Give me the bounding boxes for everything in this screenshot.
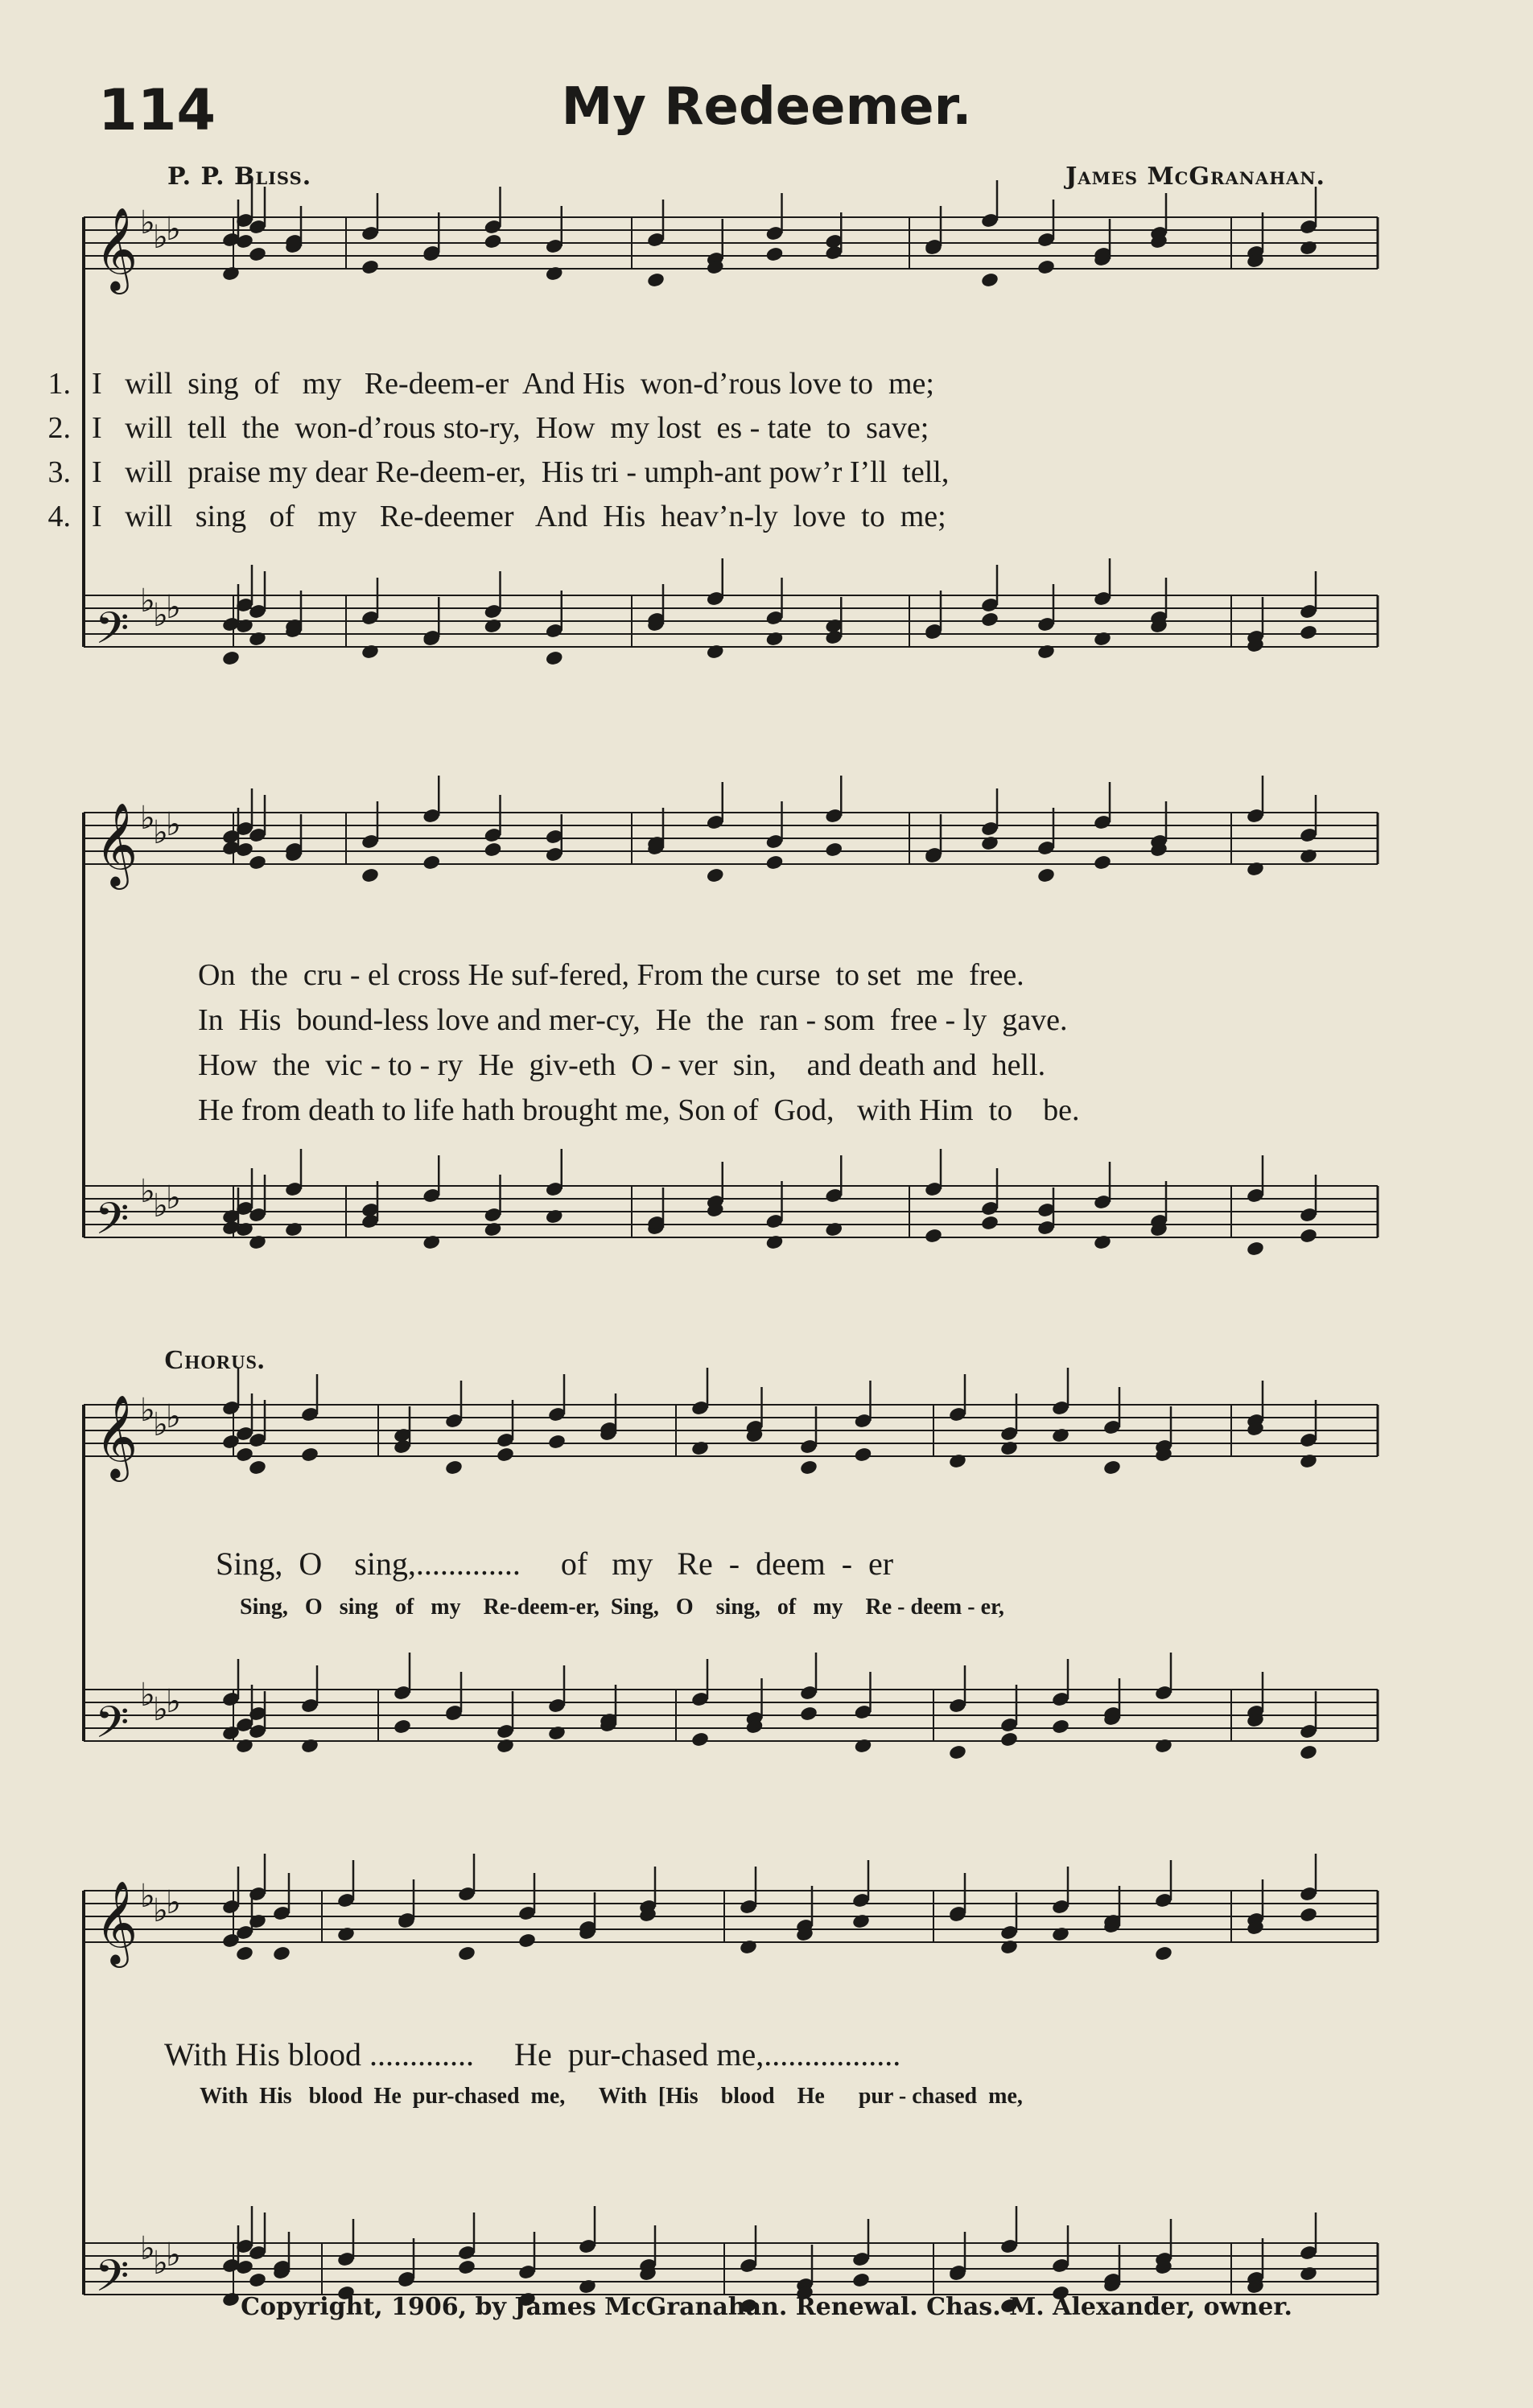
- note-head: [422, 1234, 441, 1251]
- verse-2-line-1: 2. I will tell the won-d’rous sto-ry, How my lost es - tate to save;: [47, 411, 929, 445]
- note-head: [235, 1447, 254, 1463]
- note-head: [545, 265, 564, 282]
- note-head: [547, 1725, 567, 1742]
- note-head: [854, 1738, 873, 1755]
- note-head: [248, 631, 267, 648]
- note-head: [235, 1738, 254, 1755]
- flat-icon: ♭: [140, 1392, 155, 1429]
- note-head: [496, 1738, 515, 1755]
- note-head: [300, 1738, 319, 1755]
- hymn-number: 114: [98, 77, 216, 143]
- note-head: [1154, 1738, 1173, 1755]
- treble-clef-icon: 𝄞: [95, 1880, 138, 1965]
- note-head: [980, 611, 999, 628]
- flat-icon: ♭: [153, 219, 168, 256]
- note-head: [457, 1945, 476, 1962]
- verse-1-line-1: 1. I will sing of my Re-deem-er And His won-d’rous love to me;: [47, 367, 934, 401]
- note-head: [765, 854, 785, 871]
- note-head: [765, 1234, 785, 1251]
- note-head: [851, 1913, 871, 1930]
- chorus-label: Chorus.: [164, 1345, 266, 1375]
- chorus-line-1-echo: Sing, O sing of my Re-deem-er, Sing, O sing, of my Re - deem - er,: [240, 1595, 1004, 1620]
- note-head: [690, 1440, 710, 1457]
- flat-icon: ♭: [140, 1173, 155, 1210]
- note-head: [484, 842, 503, 858]
- chorus-line-2-echo: With His blood He pur-chased me, With [His blood He pur - chased me,: [200, 2084, 1023, 2109]
- note-head: [646, 272, 666, 289]
- note-head: [1051, 1926, 1070, 1943]
- note-head: [854, 1447, 873, 1463]
- note-head: [924, 1228, 943, 1245]
- note-head: [1036, 644, 1056, 661]
- note-head: [1299, 1453, 1318, 1470]
- note-head: [948, 1453, 967, 1470]
- chorus-line-1-main: Sing, O sing,............. of my Re - deem - er: [216, 1546, 894, 1582]
- treble-clef-icon: 𝄞: [95, 1394, 138, 1479]
- copyright-notice: Copyright, 1906, by James McGranahan. Renewal. Chas. M. Alexander, owner.: [241, 2293, 1292, 2321]
- note-head: [248, 1913, 267, 1930]
- flat-icon: ♭: [140, 1677, 155, 1714]
- note-head: [980, 835, 999, 852]
- flat-icon: ♭: [166, 2237, 181, 2274]
- note-head: [484, 618, 503, 635]
- flat-icon: ♭: [166, 806, 181, 843]
- flat-icon: ♭: [166, 211, 181, 248]
- flat-icon: ♭: [153, 597, 168, 634]
- flat-icon: ♭: [153, 814, 168, 851]
- flat-icon: ♭: [166, 589, 181, 626]
- note-head: [272, 1945, 291, 1962]
- flat-icon: ♭: [140, 2230, 155, 2267]
- note-head: [300, 1447, 319, 1463]
- note-head: [248, 1234, 267, 1251]
- note-head: [799, 1459, 818, 1476]
- note-head: [517, 1933, 537, 1949]
- note-head: [248, 2272, 267, 2289]
- note-head: [1051, 1427, 1070, 1444]
- verse-3-line-1: 3. I will praise my dear Re-deem-er, His tri - umph-ant pow’r I’ll tell,: [47, 455, 950, 489]
- note-head: [799, 1706, 818, 1723]
- note-head: [1299, 848, 1318, 865]
- verse-4-line-2: He from death to life hath brought me, Son of God, with Him to be.: [198, 1093, 1080, 1127]
- treble-clef-icon: 𝄞: [95, 207, 138, 291]
- note-head: [765, 631, 785, 648]
- note-head: [248, 246, 267, 263]
- treble-clef-icon: 𝄞: [95, 802, 138, 887]
- note-head: [706, 867, 725, 884]
- flat-icon: ♭: [153, 1188, 168, 1225]
- bass-clef-icon: 𝄢: [95, 1193, 130, 1255]
- note-head: [361, 259, 380, 276]
- note-head: [457, 2259, 476, 2276]
- note-head: [547, 1434, 567, 1451]
- note-head: [690, 1731, 710, 1748]
- note-head: [1299, 1228, 1318, 1245]
- note-head: [221, 650, 241, 667]
- note-head: [422, 854, 441, 871]
- flat-icon: ♭: [140, 582, 155, 619]
- note-head: [1299, 624, 1318, 641]
- note-head: [999, 1939, 1019, 1956]
- note-head: [824, 1221, 843, 1238]
- note-head: [948, 1744, 967, 1761]
- note-head: [1299, 1907, 1318, 1924]
- note-head: [1154, 1945, 1173, 1962]
- hymn-title: My Redeemer.: [561, 77, 972, 137]
- composer-credit: James McGranahan.: [1065, 163, 1325, 191]
- note-head: [1246, 861, 1265, 878]
- flat-icon: ♭: [166, 1179, 181, 1216]
- bass-clef-icon: 𝄢: [95, 1697, 130, 1759]
- note-head: [1093, 631, 1112, 648]
- note-head: [980, 1215, 999, 1232]
- note-head: [706, 644, 725, 661]
- note-head: [980, 272, 999, 289]
- note-head: [1093, 1234, 1112, 1251]
- note-head: [545, 650, 564, 667]
- note-head: [1299, 2266, 1318, 2282]
- note-head: [248, 1459, 267, 1476]
- flat-icon: ♭: [166, 1398, 181, 1435]
- note-head: [444, 1459, 464, 1476]
- note-head: [361, 867, 380, 884]
- lyricist-credit: P. P. Bliss.: [167, 163, 312, 191]
- flat-icon: ♭: [140, 1878, 155, 1915]
- note-head: [824, 842, 843, 858]
- bass-clef-icon: 𝄢: [95, 2250, 130, 2312]
- note-head: [545, 1208, 564, 1225]
- note-head: [739, 1939, 758, 1956]
- verse-2-line-2: In His bound-less love and mer-cy, He the ran - som free - ly gave.: [198, 1003, 1068, 1037]
- note-head: [484, 1221, 503, 1238]
- note-head: [393, 1719, 412, 1735]
- chorus-line-2-main: With His blood ............. He pur-chased me,.................: [164, 2036, 901, 2073]
- verse-1-line-2: On the cru - el cross He suf-fered, From the curse to set me free.: [198, 958, 1024, 992]
- note-head: [1093, 854, 1112, 871]
- note-head: [1036, 259, 1056, 276]
- flat-icon: ♭: [153, 1691, 168, 1728]
- note-head: [1299, 240, 1318, 257]
- note-head: [1051, 1719, 1070, 1735]
- flat-icon: ♭: [140, 204, 155, 241]
- note-head: [1299, 1744, 1318, 1761]
- flat-icon: ♭: [153, 1406, 168, 1443]
- note-head: [1036, 867, 1056, 884]
- note-head: [484, 233, 503, 250]
- flat-icon: ♭: [140, 800, 155, 837]
- flat-icon: ♭: [153, 1892, 168, 1929]
- note-head: [361, 644, 380, 661]
- note-head: [235, 1945, 254, 1962]
- note-head: [221, 265, 241, 282]
- bass-clef-icon: 𝄢: [95, 603, 130, 665]
- note-head: [851, 2272, 871, 2289]
- note-head: [496, 1447, 515, 1463]
- note-head: [284, 1221, 303, 1238]
- verse-4-line-1: 4. I will sing of my Re-deemer And His heav’n-ly love to me;: [47, 500, 946, 533]
- flat-icon: ♭: [166, 1884, 181, 1921]
- note-head: [248, 854, 267, 871]
- flat-icon: ♭: [153, 2245, 168, 2282]
- note-head: [999, 1440, 1019, 1457]
- note-head: [999, 1731, 1019, 1748]
- verse-3-line-2: How the vic - to - ry He giv-eth O - ver sin, and death and hell.: [198, 1048, 1046, 1082]
- note-head: [336, 1926, 356, 1943]
- note-head: [1246, 1241, 1265, 1258]
- flat-icon: ♭: [166, 1683, 181, 1720]
- note-head: [1102, 1459, 1122, 1476]
- note-head: [765, 246, 785, 263]
